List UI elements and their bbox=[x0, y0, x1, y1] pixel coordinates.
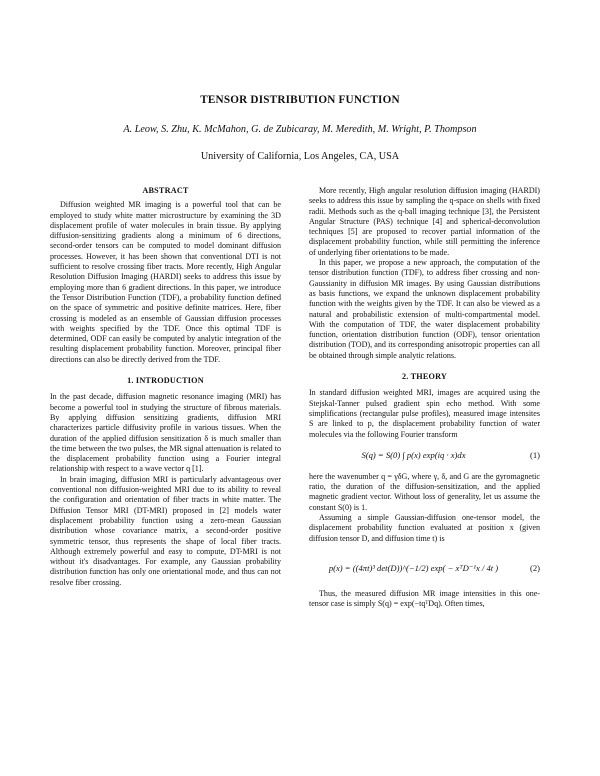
equation-2-body: p(x) = ((4πt)³ det(D))^(−1/2) exp( − xᵀD⁻¹x / 4t ) bbox=[328, 562, 499, 573]
theory-heading: 2. THEORY bbox=[401, 372, 448, 382]
abstract-heading: ABSTRACT bbox=[142, 186, 189, 195]
equation-1-body: S(q) = S(0) ∫ p(x) exp(iq · x)dx bbox=[361, 449, 466, 460]
intro-paragraph-1: In the past decade, diffusion magnetic resonance imaging (MRI) has become a powerful tool in studying the structure of fibrous materials. By applying diffusion sensitizing gradients, diffusion MRI characterizes particle diffusivity profile in various tissues. When the duration of the applied diffusion sensitization δ is much smaller than the time between the two pulses, the MR signal attenuation is related to the displacement probability function using a Fourier integral relationship with respect to a wave vector q [1]. bbox=[50, 392, 281, 474]
theory-paragraph-1: In standard diffusion weighted MRI, images are acquired using the Stejskal-Tanner pulsed gradient spin echo method. With some simplifications (rectangular pulse profiles), measured image intensites S are linked to p, the displacement probability function of water molecules via the following Fourier transform bbox=[309, 388, 540, 439]
left-column bbox=[50, 186, 281, 588]
theory-paragraph-4: Thus, the measured diffusion MR image intensities in this one-tensor case is simply S(q) = exp(−tqᵀDq). Often times, bbox=[309, 588, 540, 609]
equation-2-number: (2) bbox=[529, 562, 540, 573]
author-list: A. Leow, S. Zhu, K. McMahon, G. de Zubicaray, M. Meredith, M. Wright, P. Thompson bbox=[123, 124, 477, 135]
intro-paragraph-2: In brain imaging, diffusion MRI is particularly advantageous over conventional non diffusion-weighted MRI due to its ability to reveal the configuration and orientation of fiber tracts in white matter. The Diffusion Tensor MRI (DT-MRI) proposed in [2] models water displacement probability function using a zero-mean Gaussian distribution whose covariance matrix, a second-order positive symmetric tensor, thus represents the shape of local fiber tracts. Although extremely powerful and easy to compute, DT-MRI is not without it's disadvantages. For example, any Gaussian probability distribution function has only one orientational mode, and thus can not resolve fiber crossing. bbox=[50, 474, 281, 587]
theory-paragraph-3: Assuming a simple Gaussian-diffusion one-tensor model, the displacement probability function evaluated at position x (given diffusion tensor D, and diffusion time t) is bbox=[309, 513, 540, 543]
intro-paragraph-4: In this paper, we propose a new approach, the computation of the tensor distribution function (TDF), to address fiber crossing and non-Gaussianity in diffusion MR images. By using Gaussian distributions as basis functions, we expand the unknown displacement probability function with the weights given by the TDF. It can also be viewed as a natural and probabilistic extension of multi-compartmental model. With the computation of TDF, the water displacement probability function, orientation distribution function (ODF), tensor orientation distribution (TOD), and its corresponding anisotropic properties can all be obtained through simple analytic relations. bbox=[309, 258, 540, 360]
abstract-text: Diffusion weighted MR imaging is a powerful tool that can be employed to study white matter microstructure by examining the 3D displacement profile of water molecules in brain tissue. By applying diffusion-sensitizing gradients along a minimum of 6 directions, second-order tensors can be computed to model dominant diffusion processes. However, it has been shown that conventional DTI is not sufficient to resolve crossing fiber tracts. More recently, High Angular Resolution Diffusion Imaging (HARDI) seeks to address this issue by employing more than 6 gradient directions. In this paper, we introduce the Tensor Distribution Function (TDF), a probability function defined on the space of symmetric and positive definite matrices. Here, fiber crossing is modeled as an ensemble of Gaussian diffusion processes with weights specified by the TDF. Once this optimal TDF is determined, ODF can easily be computed by analytic integration of the resulting displacement probability function. Moreover, principal fiber directions can also be directly derived from the TDF. bbox=[50, 200, 281, 364]
equation-2 bbox=[309, 553, 540, 583]
equation-1-number: (1) bbox=[529, 449, 540, 460]
paper-title: TENSOR DISTRIBUTION FUNCTION bbox=[200, 94, 400, 106]
affiliation: University of California, Los Angeles, CA, USA bbox=[200, 151, 400, 162]
introduction-heading: 1. INTRODUCTION bbox=[127, 376, 204, 386]
equation-1 bbox=[309, 445, 540, 467]
right-column bbox=[309, 186, 540, 610]
intro-paragraph-3: More recently, High angular resolution diffusion imaging (HARDI) seeks to address this issue by sampling the q-space on shells with fixed radii. Methods such as the q-ball imaging technique [3], the Persistent Angular Structure (PAS) technique [4] and spherical-deconvolution techniques [5] are proposed to recover partial information of the displacement probability function, while still permitting the inference of underlying fiber orientations to be made. bbox=[309, 186, 540, 257]
theory-paragraph-2: here the wavenumber q = γδG, where γ, δ, and G are the gyromagnetic ratio, the duration of the diffusion-sensitization, and the applied magnetic gradient vector. Without loss of generality, let us assume the constant S(0) is 1. bbox=[309, 471, 540, 512]
